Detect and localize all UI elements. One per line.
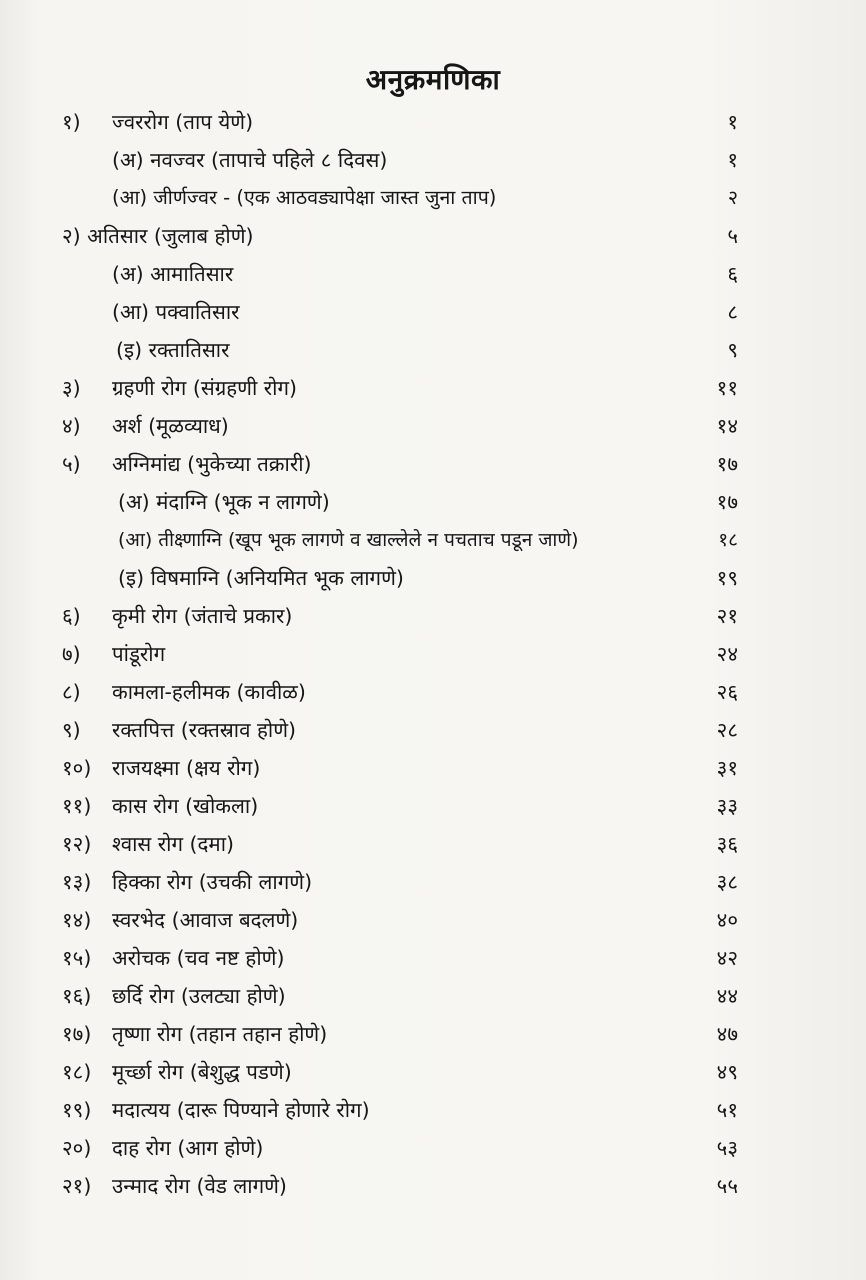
toc-entry-number: १०) (62, 756, 92, 780)
toc-entry (0, 141, 866, 179)
toc-entry-number: ८) (62, 680, 81, 704)
toc-entry-page-number: ५ (727, 224, 738, 248)
toc-entry-number: १४) (62, 908, 92, 932)
toc-entry-number: ९) (62, 718, 81, 742)
toc-entry (0, 483, 866, 521)
toc-entry-number: १८) (62, 1060, 92, 1084)
toc-entry (0, 1167, 866, 1205)
toc-entry-label: कास रोग (खोकला) (112, 794, 259, 818)
toc-entry-label: (अ) मंदाग्नि (भूक न लागणे) (118, 490, 330, 514)
toc-entry-number: १५) (62, 946, 92, 970)
toc-entry-label: पांडूरोग (112, 642, 166, 666)
toc-entry-label: (इ) रक्तातिसार (116, 338, 230, 362)
toc-entry-label: ज्वररोग (ताप येणे) (112, 110, 254, 134)
toc-entry-number: १९) (62, 1098, 92, 1122)
toc-entry-page-number: ५३ (716, 1136, 738, 1160)
toc-entry-label: कृमी रोग (जंताचे प्रकार) (112, 604, 293, 628)
toc-entry-page-number: २८ (716, 718, 738, 742)
toc-entry-page-number: ३६ (716, 832, 738, 856)
toc-entry-page-number: २४ (716, 642, 738, 666)
toc-entry-label: (इ) विषमाग्नि (अनियमित भूक लागणे) (118, 566, 404, 590)
toc-entry-page-number: १४ (716, 414, 738, 438)
toc-entry-page-number: १७ (716, 452, 738, 476)
toc-entry-page-number: ३३ (716, 794, 738, 818)
toc-entry-label: हिक्का रोग (उचकी लागणे) (112, 870, 313, 894)
toc-entry-number: ७) (62, 642, 81, 666)
toc-entry (0, 939, 866, 977)
toc-entry-label: २) अतिसार (जुलाब होणे) (62, 224, 254, 248)
toc-entry-number: १२) (62, 832, 92, 856)
toc-entry-label: स्वरभेद (आवाज बदलणे) (112, 908, 299, 932)
toc-entry-number: ६) (62, 604, 81, 628)
toc-entry (0, 103, 866, 141)
toc-entry-page-number: १९ (716, 566, 738, 590)
toc-entry (0, 1091, 866, 1129)
toc-entry (0, 597, 866, 635)
toc-entry (0, 445, 866, 483)
toc-entry-page-number: १ (727, 148, 738, 172)
toc-entry-label: अग्निमांद्य (भुकेच्या तक्रारी) (112, 452, 312, 476)
toc-entry-page-number: ८ (727, 300, 738, 324)
toc-entry-number: २१) (62, 1174, 92, 1198)
toc-entry-number: १६) (62, 984, 92, 1008)
toc-entry (0, 749, 866, 787)
toc-entry-label: (अ) आमातिसार (112, 262, 234, 286)
toc-entry-number: ४) (62, 414, 81, 438)
toc-entry (0, 863, 866, 901)
toc-entry (0, 293, 866, 331)
toc-entry (0, 407, 866, 445)
toc-entry-number: २०) (62, 1136, 92, 1160)
toc-entry (0, 559, 866, 597)
toc-entry-page-number: ३१ (716, 756, 738, 780)
toc-entry (0, 331, 866, 369)
toc-entry (0, 521, 866, 559)
toc-entry-label: अरोचक (चव नष्ट होणे) (112, 946, 285, 970)
toc-entry-page-number: ४० (716, 908, 738, 932)
toc-entry-number: १३) (62, 870, 92, 894)
toc-entry (0, 1053, 866, 1091)
toc-entry-page-number: ४७ (716, 1022, 738, 1046)
toc-entry-page-number: ४९ (716, 1060, 738, 1084)
toc-entry-page-number: ९ (727, 338, 738, 362)
toc-entry-page-number: २६ (716, 680, 738, 704)
toc-entry-label: तृष्णा रोग (तहान तहान होणे) (112, 1022, 328, 1046)
toc-entry-label: ग्रहणी रोग (संग्रहणी रोग) (112, 376, 298, 400)
toc-entry-page-number: ४४ (716, 984, 738, 1008)
toc-entry (0, 255, 866, 293)
toc-entry (0, 901, 866, 939)
toc-entry-label: उन्माद रोग (वेड लागणे) (112, 1174, 287, 1198)
toc-entry-label: छर्दि रोग (उलट्या होणे) (112, 984, 286, 1008)
toc-entry (0, 179, 866, 217)
toc-entry-number: ११) (62, 794, 92, 818)
toc-entry (0, 825, 866, 863)
toc-entry-label: रक्तपित्त (रक्तस्राव होणे) (112, 718, 297, 742)
toc-entry-page-number: १७ (716, 490, 738, 514)
toc-entry-page-number: ११ (716, 376, 738, 400)
toc-entry-page-number: २ (727, 186, 738, 209)
toc-entry (0, 711, 866, 749)
toc-entry-page-number: ४२ (716, 946, 738, 970)
toc-entry-label: (अ) नवज्वर (तापाचे पहिले ८ दिवस) (112, 148, 388, 172)
toc-entry-label: अर्श (मूळव्याध) (112, 414, 229, 438)
toc-entry-number: ३) (62, 376, 81, 400)
toc-entry-label: श्वास रोग (दमा) (112, 832, 234, 856)
toc-entry (0, 369, 866, 407)
toc-entry-label: दाह रोग (आग होणे) (112, 1136, 264, 1160)
toc-entry-page-number: ६ (727, 262, 738, 286)
toc-entry-page-number: ३८ (716, 870, 738, 894)
toc-entry (0, 1129, 866, 1167)
toc-entry-page-number: ५५ (716, 1174, 738, 1198)
page-title: अनुक्रमणिका (365, 63, 501, 96)
toc-entry-page-number: १८ (718, 529, 738, 551)
toc-entry-label: मूर्च्छा रोग (बेशुद्ध पडणे) (112, 1060, 292, 1084)
toc-entry-label: (आ) पक्वातिसार (112, 300, 240, 324)
toc-entry-label: राजयक्ष्मा (क्षय रोग) (112, 756, 261, 780)
toc-entry-page-number: १ (727, 110, 738, 134)
toc-entry-number: १७) (62, 1022, 92, 1046)
toc-entry (0, 635, 866, 673)
toc-entry-number: ५) (62, 452, 81, 476)
toc-entry-label: मदात्यय (दारू पिण्याने होणारे रोग) (112, 1098, 370, 1122)
toc-entry-page-number: ५१ (716, 1098, 738, 1122)
toc-entry-label: (आ) जीर्णज्वर - (एक आठवड्यापेक्षा जास्त जुना ताप) (112, 186, 497, 209)
toc-entry (0, 217, 866, 255)
toc-entry-page-number: २१ (716, 604, 738, 628)
toc-entry (0, 977, 866, 1015)
toc-entry (0, 673, 866, 711)
toc-entry (0, 1015, 866, 1053)
toc-entry (0, 787, 866, 825)
toc-entry-number: १) (62, 110, 81, 134)
toc-entry-label: (आ) तीक्ष्णाग्नि (खूप भूक लागणे व खाल्लेले न पचताच पडून जाणे) (118, 529, 579, 551)
toc-entry-label: कामला-हलीमक (कावीळ) (112, 680, 306, 704)
